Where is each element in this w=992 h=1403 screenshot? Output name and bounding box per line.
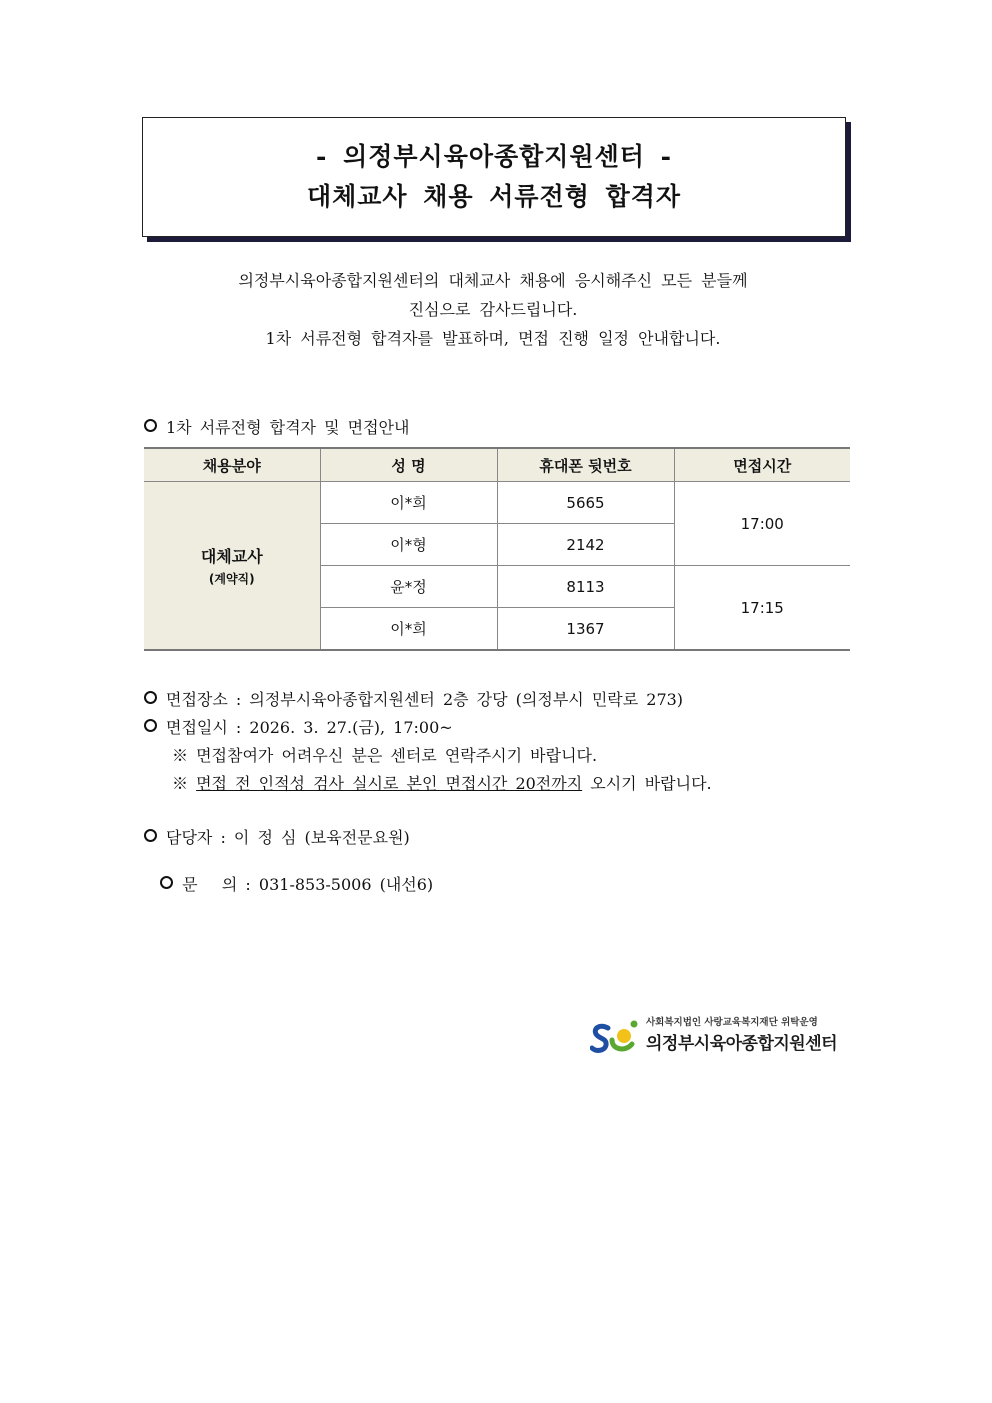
- underlined-text: 면접 전 인적성 검사 실시로 본인 면접시간 20전까지: [196, 774, 583, 793]
- intro-text: [142, 266, 844, 353]
- note-arrival-time: ※ 면접 전 인적성 검사 실시로 본인 면접시간 20전까지 오시기 바랍니다.: [172, 774, 712, 793]
- header-phone: 휴대폰 뒷번호: [497, 448, 674, 482]
- time-cell: 17:15: [674, 566, 850, 651]
- note-contact-center: ※ 면접참여가 어려우신 분은 센터로 연락주시기 바랍니다.: [172, 746, 598, 765]
- category-sub-label: (계약직): [208, 572, 255, 586]
- header-name: 성 명: [320, 448, 497, 482]
- results-table: [144, 447, 850, 651]
- phone-cell: 5665: [497, 482, 674, 524]
- center-logo: [590, 1014, 852, 1056]
- interview-date: 면접일시 : 2026. 3. 27.(금), 17:00~: [144, 715, 453, 738]
- name-cell: 윤*정: [320, 566, 497, 608]
- category-cell: [144, 482, 320, 651]
- bullet-circle-icon: [144, 691, 157, 704]
- intro-line: 진심으로 감사드립니다.: [408, 300, 578, 319]
- bullet-circle-icon: [160, 876, 173, 889]
- name-cell: 이*형: [320, 524, 497, 566]
- table-row: [144, 482, 850, 524]
- bullet-circle-icon: [144, 419, 157, 432]
- name-cell: 이*희: [320, 482, 497, 524]
- title-line-2: 대체교사 채용 서류전형 합격자: [306, 182, 682, 211]
- phone-cell: 1367: [497, 608, 674, 651]
- center-logo-icon: [590, 1014, 646, 1056]
- header-category: 채용분야: [144, 448, 320, 482]
- intro-line: 의정부시육아종합지원센터의 대체교사 채용에 응시해주신 모든 분들께: [238, 271, 748, 290]
- bullet-circle-icon: [144, 719, 157, 732]
- time-cell: 17:00: [674, 482, 850, 566]
- section-title: 1차 서류전형 합격자 및 면접안내: [144, 415, 409, 438]
- logo-title: 의정부시육아종합지원센터: [646, 1034, 838, 1054]
- table-header-row: [144, 448, 850, 482]
- intro-line: 1차 서류전형 합격자를 발표하며, 면접 진행 일정 안내합니다.: [265, 329, 721, 348]
- header-time: 면접시간: [674, 448, 850, 482]
- logo-subtitle: 사회복지법인 사랑교육복지재단 위탁운영: [646, 1017, 818, 1028]
- interview-place: 면접장소 : 의정부시육아종합지원센터 2층 강당 (의정부시 민락로 273): [144, 687, 683, 710]
- phone-cell: 2142: [497, 524, 674, 566]
- title-box: [142, 117, 846, 237]
- name-cell: 이*희: [320, 608, 497, 651]
- bullet-circle-icon: [144, 829, 157, 842]
- phone-cell: 8113: [497, 566, 674, 608]
- category-label: 대체교사: [200, 547, 263, 566]
- contact-person: 담당자 : 이 정 심 (보육전문요원): [144, 825, 410, 848]
- inquiry-phone: 문 의 : 031-853-5006 (내선6): [144, 853, 433, 895]
- title-line-1: - 의정부시육아종합지원센터 -: [316, 142, 672, 171]
